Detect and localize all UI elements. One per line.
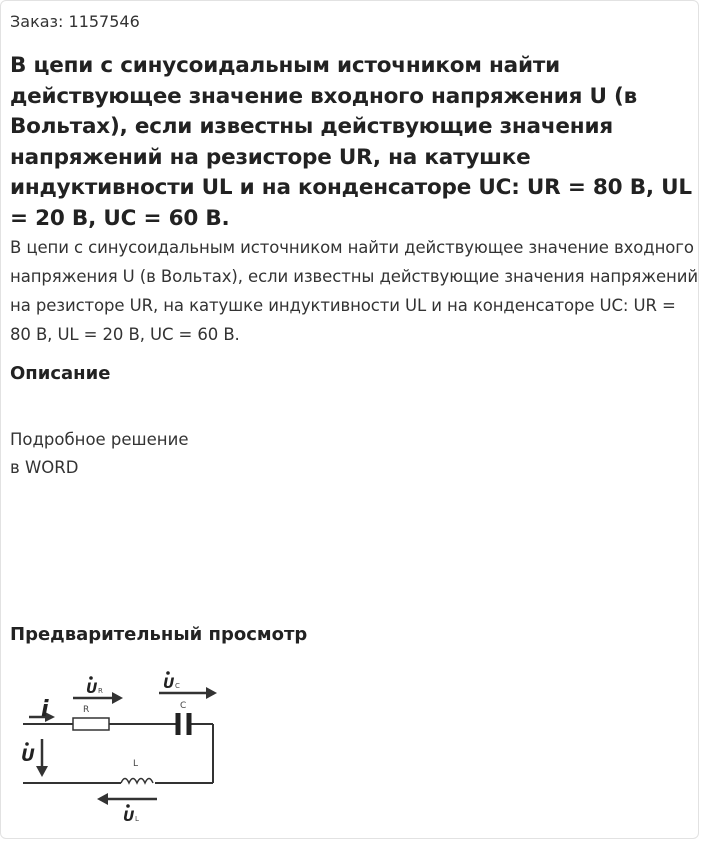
uc-arrow-head — [206, 687, 217, 699]
capacitor-label: C — [180, 701, 187, 711]
ur-label: U — [86, 681, 98, 697]
ul-label: U — [123, 809, 135, 825]
description-body — [10, 426, 188, 482]
order-number: Заказ: 1157546 — [10, 12, 140, 31]
ur-arrow-head — [112, 692, 123, 704]
ur-dot — [89, 676, 93, 680]
source-arrow-head — [36, 766, 48, 777]
uc-label: U — [163, 676, 175, 692]
page-title: В цепи с синусоидальным источником найти действующее значение входного напряжения U (в Вольтах), если известны действующие значения напряжений на резисторе UR, на катушке индуктивности UL и на конденсаторе UC: UR = 80 В, UL = 20 В, UC = 60 В. — [10, 53, 692, 231]
description-heading: Описание — [10, 363, 111, 384]
ul-arrow-head — [97, 793, 108, 805]
source-label: U — [21, 746, 35, 766]
description-line-2: в WORD — [10, 458, 79, 477]
inductor-label: L — [133, 759, 139, 769]
problem-text: В цепи с синусоидальным источником найти действующее значение входного напряжения U (в Вольтах), если известны действующие значения напряжений на резисторе UR, на катушке индуктивности UL и на конденсаторе UC: UR = 80 В, UL = 20 В, UC = 60 В. — [10, 238, 698, 344]
uc-dot — [166, 671, 170, 675]
ur-subscript: R — [98, 687, 103, 695]
uc-subscript: C — [175, 682, 180, 690]
preview-heading: Предварительный просмотр — [10, 624, 308, 645]
source-dot — [25, 742, 29, 746]
current-label: i — [41, 697, 49, 722]
ul-subscript: L — [135, 815, 139, 823]
inductor — [121, 779, 153, 784]
description-line-1: Подробное решение — [10, 430, 189, 449]
resistor-label: R — [83, 705, 90, 715]
ul-dot — [126, 804, 130, 808]
resistor — [73, 718, 109, 730]
circuit-diagram — [11, 661, 226, 831]
